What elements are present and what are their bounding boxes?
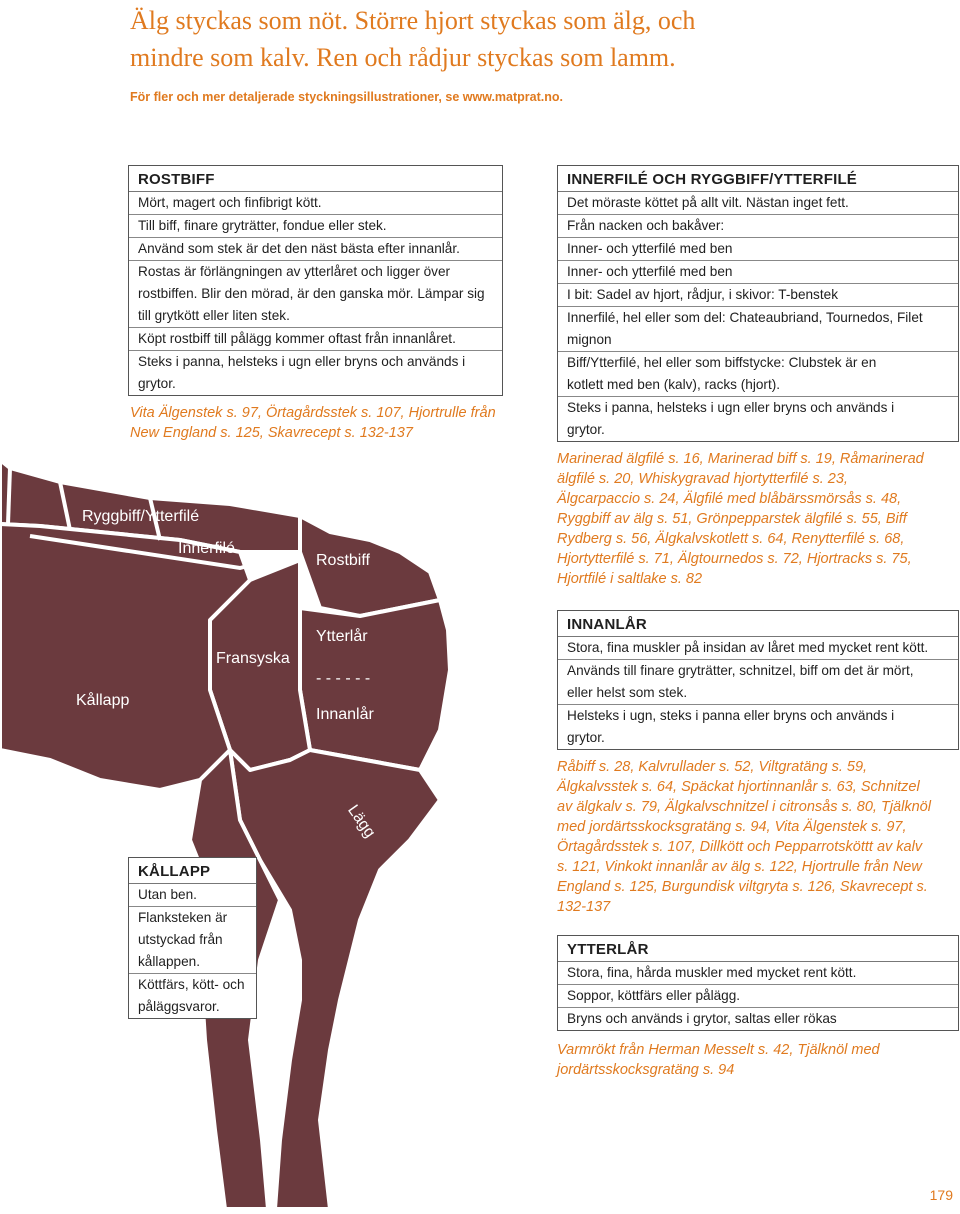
rostbiff-recipe-refs: Vita Älgenstek s. 97, Örtagårdsstek s. 107, Hjortrulle från New England s. 125, Skavrecept s. 132-137: [130, 405, 496, 441]
innerfile-box: [557, 165, 959, 442]
innanlar-row: eller helst som stek.: [558, 682, 958, 705]
ytterlar-row: Bryns och används i grytor, saltas eller rökas: [567, 1011, 837, 1026]
page-number: 179: [929, 1187, 953, 1203]
intro-text: [130, 2, 850, 76]
rostbiff-row: grytor.: [138, 376, 176, 391]
label-rostbiff: Rostbiff: [316, 552, 370, 569]
intro-line: mindre som kalv. Ren och rådjur styckas som lamm.: [130, 43, 676, 72]
kallapp-box: [128, 857, 257, 1019]
innerfile-row: Från nacken och bakåver:: [558, 215, 958, 238]
label-dashes: - - - - - -: [316, 670, 371, 687]
label-ryggbiff: Ryggbiff/Ytterfilé: [82, 508, 200, 525]
innerfile-row: mignon: [558, 329, 958, 352]
innerfile-row: Steks i panna, helsteks i ugn eller bryns och används i: [567, 400, 895, 415]
innerfile-row: Inner- och ytterfilé med ben: [558, 261, 958, 284]
ytterlar-box: [557, 935, 959, 1031]
innanlar-row: grytor.: [567, 730, 605, 745]
innanlar-row: Används till finare gryträtter, schnitzel, biff om det är mört,: [567, 663, 914, 678]
innerfile-row: Det möraste köttet på allt vilt. Nästan inget fett.: [558, 192, 958, 215]
kallapp-row: Utan ben.: [129, 884, 256, 907]
rostbiff-row: Steks i panna, helsteks i ugn eller bryns och används i: [138, 354, 466, 369]
rostbiff-row: Använd som stek är det den näst bästa efter innanlår.: [129, 238, 502, 261]
innerfile-row: I bit: Sadel av hjort, rådjur, i skivor: T-benstek: [558, 284, 958, 307]
kallapp-heading: KÅLLAPP: [129, 858, 256, 884]
rostbiff-row: till grytkött eller liten stek.: [129, 305, 502, 328]
innanlar-row: Stora, fina muskler på insidan av låret med mycket rent kött.: [558, 637, 958, 660]
kallapp-row: Flanksteken är: [138, 910, 228, 925]
innerfile-row: Innerfilé, hel eller som del: Chateaubriand, Tournedos, Filet: [567, 310, 923, 325]
cut-diagram: [0, 440, 500, 1209]
rostbiff-row: Köpt rostbiff till pålägg kommer oftast från innanlåret.: [129, 328, 502, 351]
innanlar-row: Helsteks i ugn, steks i panna eller bryns och används i: [567, 708, 895, 723]
innerfile-heading: INNERFILÉ OCH RYGGBIFF/YTTERFILÉ: [558, 166, 958, 192]
label-fransyska: Fransyska: [216, 650, 290, 667]
innerfile-row: kotlett med ben (kalv), racks (hjort).: [558, 374, 958, 397]
innerfile-row: grytor.: [567, 422, 605, 437]
label-lagg: Lägg: [344, 802, 379, 841]
kallapp-row: Köttfärs, kött- och: [138, 977, 245, 992]
more-info-note: För fler och mer detaljerade styckningsillustrationer, se www.matprat.no.: [130, 90, 563, 104]
rostbiff-row: rostbiffen. Blir den mörad, är den ganska mör. Lämpar sig: [138, 286, 485, 301]
rostbiff-row: Till biff, finare gryträtter, fondue eller stek.: [129, 215, 502, 238]
label-kallapp: Kållapp: [76, 692, 130, 709]
ytterlar-recipe-refs: Varmrökt från Herman Messelt s. 42, Tjälknöl med jordärtsskocksgratäng s. 94: [557, 1042, 880, 1078]
kallapp-row: påläggsvaror.: [138, 999, 220, 1014]
innanlar-box: [557, 610, 959, 750]
rostbiff-box: [128, 165, 503, 396]
moose-hindquarter-illustration: [0, 440, 500, 1209]
ytterlar-row: Soppor, köttfärs eller pålägg.: [558, 985, 958, 1008]
seam-line: [8, 468, 10, 524]
innanlar-heading: INNANLÅR: [558, 611, 958, 637]
innerfile-recipe-refs: Marinerad älgfilé s. 16, Marinerad biff s. 19, Råmarinerad älgfilé s. 20, Whiskygravad hjortytterfilé s. 23, Älgcarpaccio s. 24, Älgfilé med blåbärssmörsås s. 48, Ryggbiff av älg s. 51, Grönpepparstek älgfilé s. 55, Biff Rydberg s. 56, Älgkalvskotlett s. 64, Renytterfilé s. 68, Hjortytterfilé s. 71, Älgtournedos s. 72, Hjortracks s. 75, Hjortfilé i saltlake s. 82: [557, 451, 924, 587]
intro-line: Älg styckas som nöt. Större hjort styckas som älg, och: [130, 6, 696, 35]
label-innanlar: Innanlår: [316, 706, 374, 723]
rostbiff-row: Rostas är förlängningen av ytterlåret och ligger över: [138, 264, 451, 279]
innanlar-recipe-refs: Råbiff s. 28, Kalvrullader s. 52, Viltgratäng s. 59, Älgkalvsstek s. 64, Späckat hjortinnanlår s. 63, Schnitzel av älgkalv s. 79, Älgkalvschnitzel i citronsås s. 80, Tjälknöl med jordärtsskocksgratäng s. 94, Vita Älgenstek s. 97, Örtagårdsstek s. 107, Dillkött och Pepparrotsköttt av kalv s. 121, Vinkokt innanlår av älg s. 122, Hjortrulle från New England s. 125, Burgundisk viltgryta s. 126, Skavrecept s. 132-137: [557, 759, 931, 915]
rostbiff-heading: ROSTBIFF: [129, 166, 502, 192]
ytterlar-row: Stora, fina, hårda muskler med mycket rent kött.: [558, 962, 958, 985]
label-ytterlar: Ytterlår: [316, 628, 368, 645]
ytterlar-heading: YTTERLÅR: [558, 936, 958, 962]
kallapp-row: kållappen.: [129, 951, 256, 974]
label-innerfile: Innerfilé: [178, 540, 235, 557]
innerfile-row: Inner- och ytterfilé med ben: [558, 238, 958, 261]
innerfile-row: Biff/Ytterfilé, hel eller som biffstycke: Clubstek är en: [567, 355, 877, 370]
rostbiff-row: Mört, magert och finfibrigt kött.: [129, 192, 502, 215]
kallapp-row: utstyckad från: [138, 932, 223, 947]
